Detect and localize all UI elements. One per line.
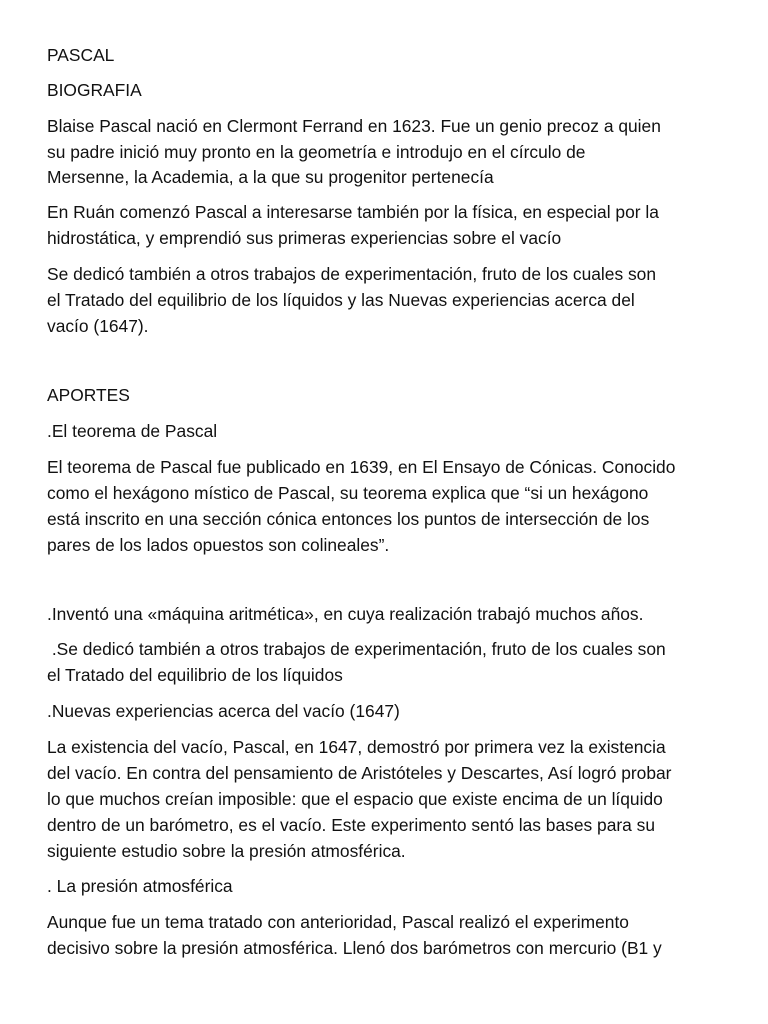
text-line: Aunque fue un tema tratado con anterioridad, Pascal realizó el experimento: [47, 912, 629, 932]
text-line: hidrostática, y emprendió sus primeras experiencias sobre el vacío: [47, 228, 562, 248]
text-line: decisivo sobre la presión atmosférica. Llenó dos barómetros con mercurio (B1 y: [47, 938, 662, 958]
text-line: Blaise Pascal nació en Clermont Ferrand en 1623. Fue un genio precoz a quien: [47, 116, 661, 136]
subheading-vacio: .Nuevas experiencias acerca del vacío (1647): [47, 701, 400, 721]
text-line: Se dedicó también a otros trabajos de experimentación, fruto de los cuales son: [47, 264, 657, 284]
text-line: .Inventó una «máquina aritmética», en cuya realización trabajó muchos años.: [47, 604, 644, 624]
text-line: el Tratado del equilibrio de los líquidos y las Nuevas experiencias acerca del: [47, 290, 635, 310]
text-line: como el hexágono místico de Pascal, su teorema explica que “si un hexágono: [47, 483, 649, 503]
text-line: dentro de un barómetro, es el vacío. Este experimento sentó las bases para su: [47, 815, 656, 835]
text-line: siguiente estudio sobre la presión atmosférica.: [47, 841, 406, 861]
text-line: .Se dedicó también a otros trabajos de experimentación, fruto de los cuales son: [47, 639, 666, 659]
text-line: En Ruán comenzó Pascal a interesarse también por la física, en especial por la: [47, 202, 659, 222]
text-line: del vacío. En contra del pensamiento de Aristóteles y Descartes, Así logró probar: [47, 763, 672, 783]
text-line: El teorema de Pascal fue publicado en 1639, en El Ensayo de Cónicas. Conocido: [47, 457, 676, 477]
text-line: vacío (1647).: [47, 316, 149, 336]
subheading-teorema: .El teorema de Pascal: [47, 421, 218, 441]
section-heading-biografia: BIOGRAFIA: [47, 80, 142, 100]
text-line: su padre inició muy pronto en la geometría e introdujo en el círculo de: [47, 142, 586, 162]
text-line: La existencia del vacío, Pascal, en 1647, demostró por primera vez la existencia: [47, 737, 666, 757]
text-line: lo que muchos creían imposible: que el espacio que existe encima de un líquido: [47, 789, 663, 809]
section-heading-aportes: APORTES: [47, 385, 130, 405]
text-line: el Tratado del equilibrio de los líquidos: [47, 665, 343, 685]
subheading-presion: . La presión atmosférica: [47, 876, 233, 896]
doc-title: PASCAL: [47, 45, 115, 65]
text-line: Mersenne, la Academia, a la que su progenitor pertenecía: [47, 167, 494, 187]
text-line: está inscrito en una sección cónica entonces los puntos de intersección de los: [47, 509, 650, 529]
text-line: pares de los lados opuestos son colineales”.: [47, 535, 390, 555]
